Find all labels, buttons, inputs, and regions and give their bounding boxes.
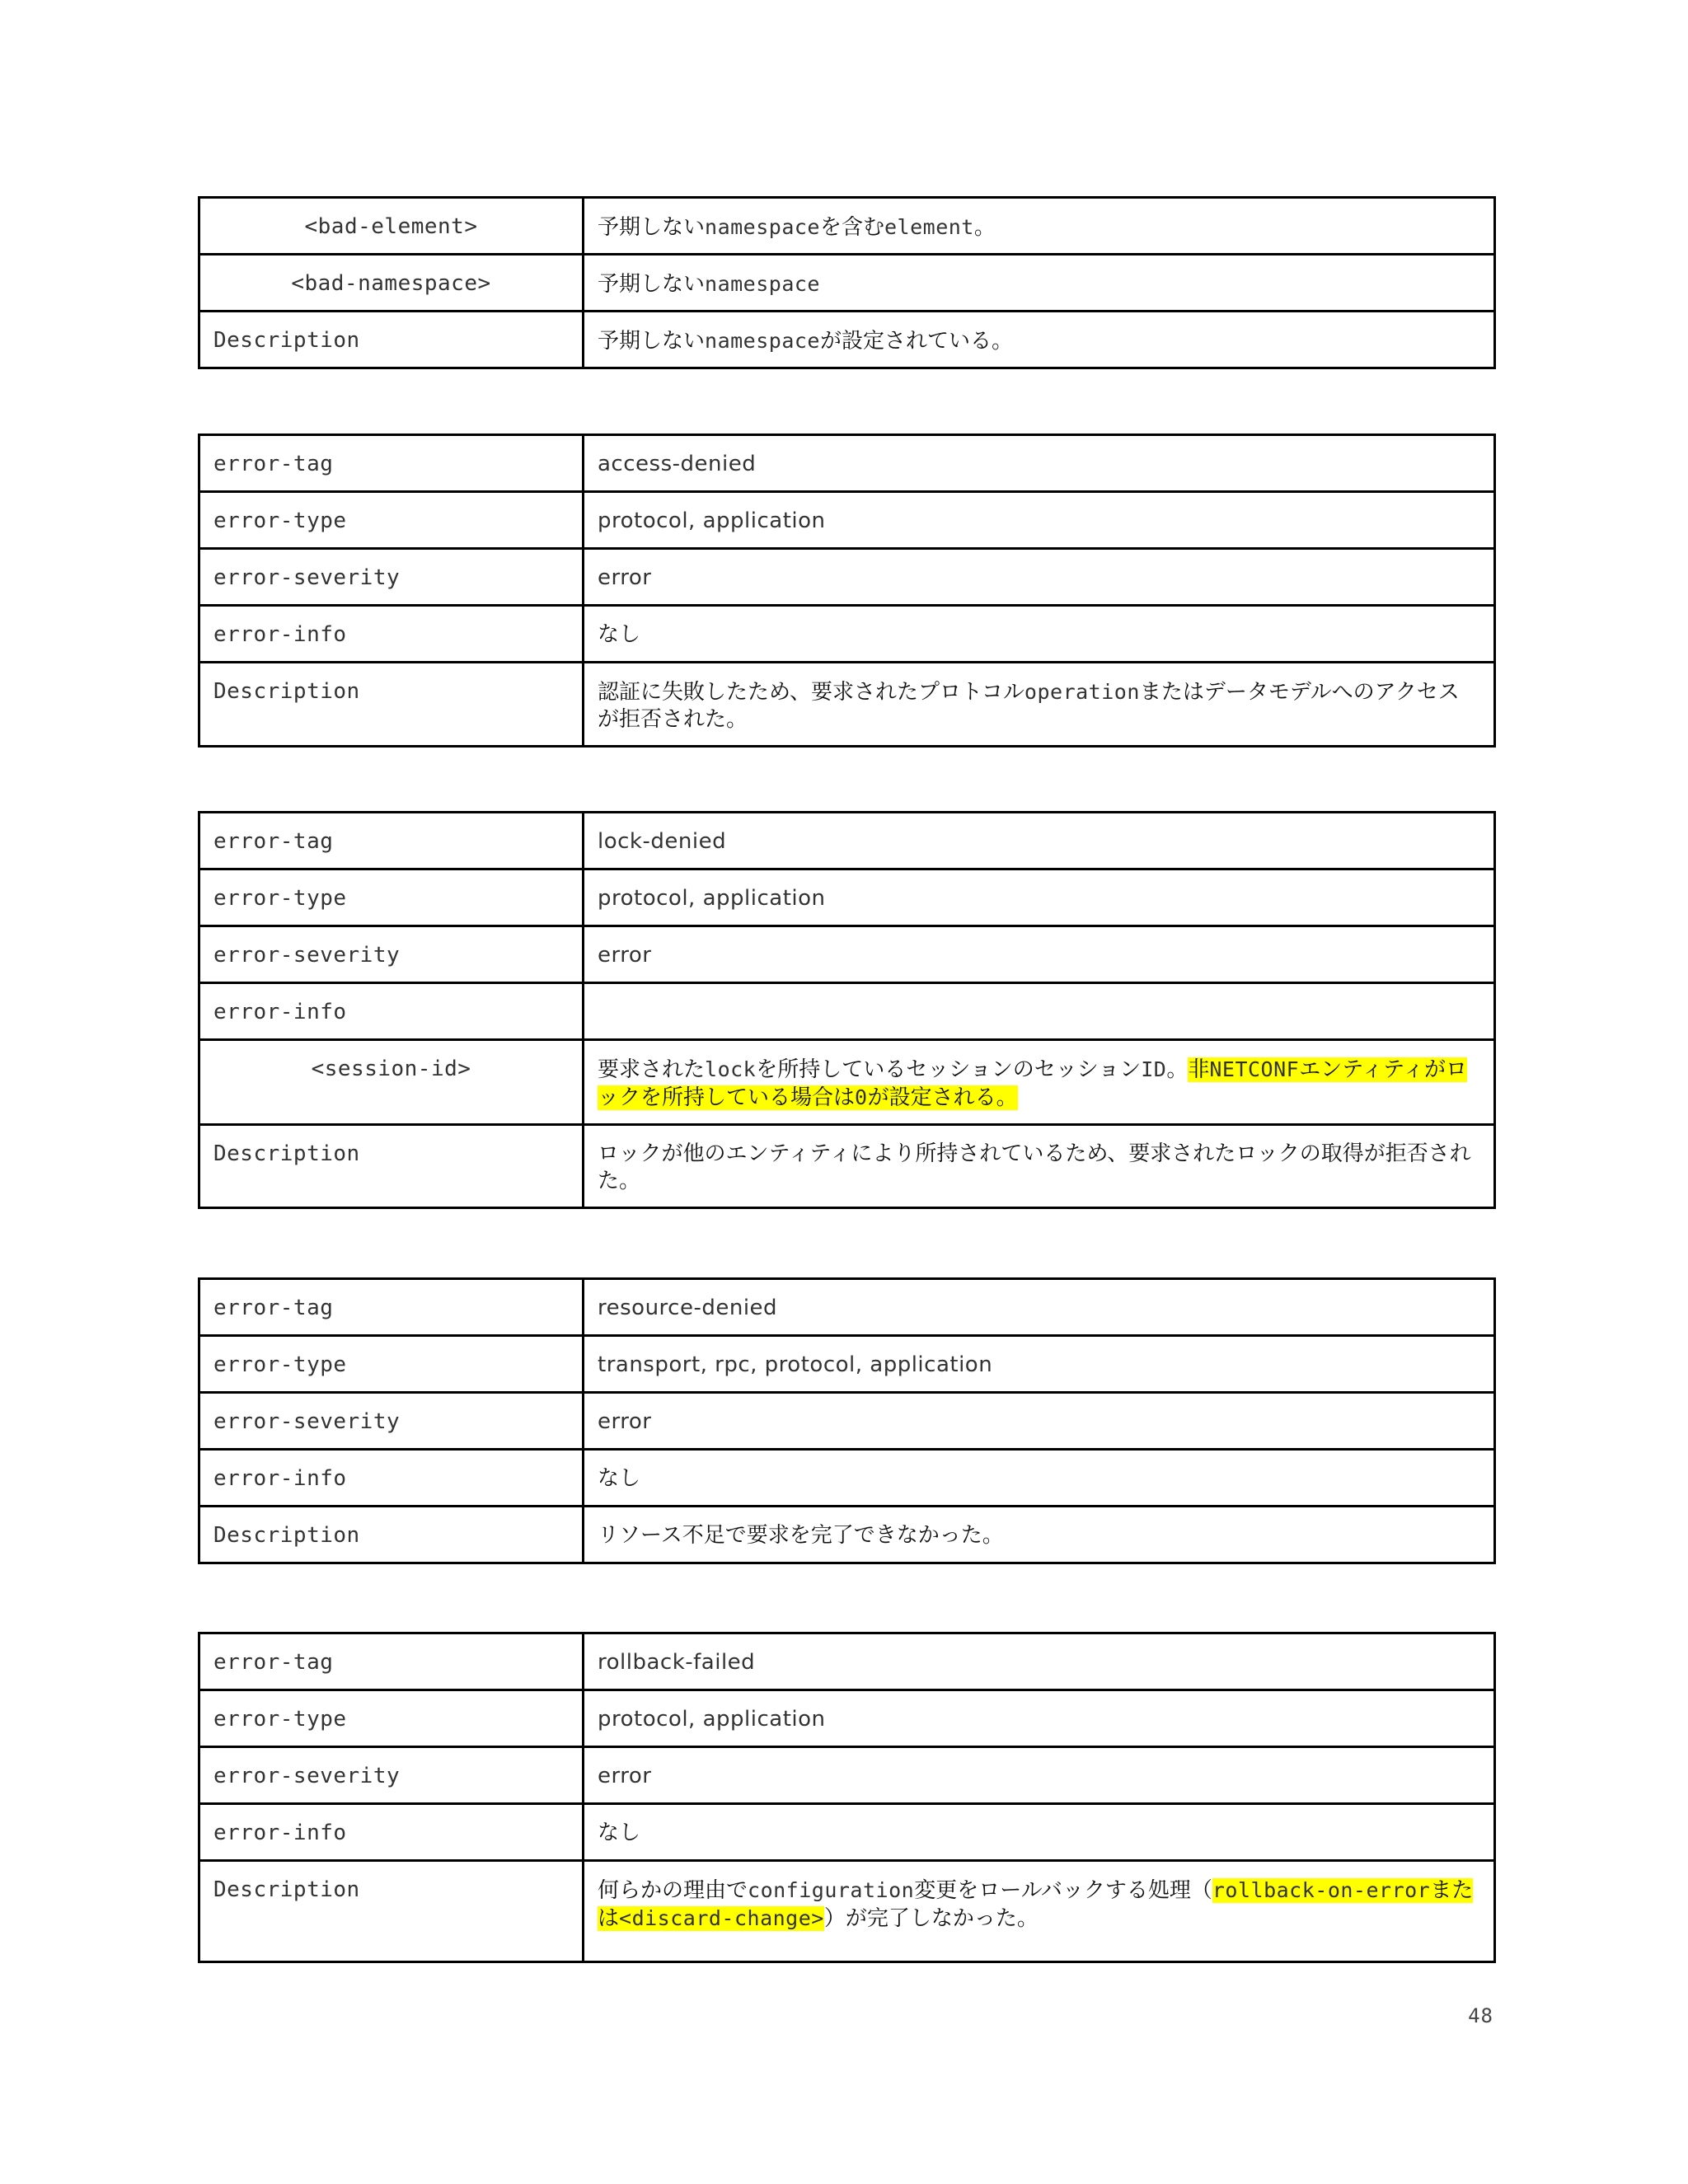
table-row <box>199 1747 1495 1804</box>
error-type-value: transport, rpc, protocol, application <box>584 1336 1495 1393</box>
error-type-key: error-type <box>199 869 584 926</box>
error-severity-key: error-severity <box>199 1747 584 1804</box>
error-severity-key: error-severity <box>199 549 584 606</box>
error-tag-key: error-tag <box>199 435 584 492</box>
error-type-value: protocol, application <box>584 1690 1495 1747</box>
error-table-access-denied <box>198 434 1496 748</box>
bad-element-key: <bad-element> <box>199 198 584 255</box>
error-tag-value: rollback-failed <box>584 1633 1495 1690</box>
table-row <box>199 1279 1495 1336</box>
description-value: リソース不足で要求を完了できなかった。 <box>584 1507 1495 1563</box>
table-row <box>199 983 1495 1040</box>
table-row <box>199 1633 1495 1690</box>
error-type-value: protocol, application <box>584 492 1495 549</box>
error-severity-key: error-severity <box>199 1393 584 1450</box>
description-value: 何らかの理由でconfiguration変更をロールバックする処理（rollback-on-errorまたは<discard-change>）が完了しなかった。 <box>584 1861 1495 1962</box>
description-value: ロックが他のエンティティにより所持されているため、要求されたロックの取得が拒否された。 <box>584 1125 1495 1208</box>
table-row <box>199 606 1495 663</box>
error-table-resource-denied <box>198 1277 1496 1564</box>
description-key: Description <box>199 1507 584 1563</box>
error-info-value: なし <box>584 606 1495 663</box>
bad-element-value: 予期しないnamespaceを含むelement。 <box>584 198 1495 255</box>
error-tag-key: error-tag <box>199 1279 584 1336</box>
table-row <box>199 1125 1495 1208</box>
error-tag-value: access-denied <box>584 435 1495 492</box>
description-key: Description <box>199 663 584 747</box>
error-type-key: error-type <box>199 1336 584 1393</box>
table-row <box>199 1804 1495 1861</box>
error-info-value: なし <box>584 1450 1495 1507</box>
table-row <box>199 1040 1495 1125</box>
table-row <box>199 1393 1495 1450</box>
error-type-key: error-type <box>199 492 584 549</box>
error-tag-key: error-tag <box>199 1633 584 1690</box>
bad-namespace-value: 予期しないnamespace <box>584 255 1495 312</box>
description-key: Description <box>199 1125 584 1208</box>
error-type-value: protocol, application <box>584 869 1495 926</box>
error-type-key: error-type <box>199 1690 584 1747</box>
description-value: 認証に失敗したため、要求されたプロトコルoperationまたはデータモデルへのアクセスが拒否された。 <box>584 663 1495 747</box>
error-table-bad-namespace <box>198 196 1496 369</box>
error-info-value: なし <box>584 1804 1495 1861</box>
table-row <box>199 1690 1495 1747</box>
error-info-value <box>584 983 1495 1040</box>
table-row <box>199 312 1495 368</box>
error-info-key: error-info <box>199 1450 584 1507</box>
table-row <box>199 1507 1495 1563</box>
error-info-key: error-info <box>199 606 584 663</box>
description-value: 予期しないnamespaceが設定されている。 <box>584 312 1495 368</box>
error-severity-value: error <box>584 549 1495 606</box>
error-tag-key: error-tag <box>199 813 584 869</box>
error-table-lock-denied <box>198 811 1496 1209</box>
error-severity-value: error <box>584 1747 1495 1804</box>
error-tag-value: resource-denied <box>584 1279 1495 1336</box>
error-severity-value: error <box>584 926 1495 983</box>
highlighted-text: 非NETCONFエンティティがロックを所持している場合は0が設定される。 <box>598 1057 1468 1110</box>
table-row <box>199 492 1495 549</box>
table-row <box>199 1861 1495 1962</box>
description-key: Description <box>199 1861 584 1962</box>
bad-namespace-key: <bad-namespace> <box>199 255 584 312</box>
table-row <box>199 198 1495 255</box>
table-row <box>199 435 1495 492</box>
error-tag-value: lock-denied <box>584 813 1495 869</box>
description-key: Description <box>199 312 584 368</box>
table-row <box>199 663 1495 747</box>
error-info-key: error-info <box>199 1804 584 1861</box>
error-table-rollback-failed <box>198 1632 1496 1963</box>
error-info-key: error-info <box>199 983 584 1040</box>
table-row <box>199 255 1495 312</box>
table-row <box>199 549 1495 606</box>
table-row <box>199 813 1495 869</box>
page-number: 48 <box>1468 2004 1493 2027</box>
table-row <box>199 926 1495 983</box>
error-severity-value: error <box>584 1393 1495 1450</box>
session-id-value: 要求されたlockを所持しているセッションのセッションID。非NETCONFエンティティがロックを所持している場合は0が設定される。 <box>584 1040 1495 1125</box>
highlighted-text: rollback-on-errorまたは<discard-change> <box>598 1878 1474 1931</box>
session-id-key: <session-id> <box>199 1040 584 1125</box>
table-row <box>199 1450 1495 1507</box>
error-severity-key: error-severity <box>199 926 584 983</box>
table-row <box>199 1336 1495 1393</box>
table-row <box>199 869 1495 926</box>
